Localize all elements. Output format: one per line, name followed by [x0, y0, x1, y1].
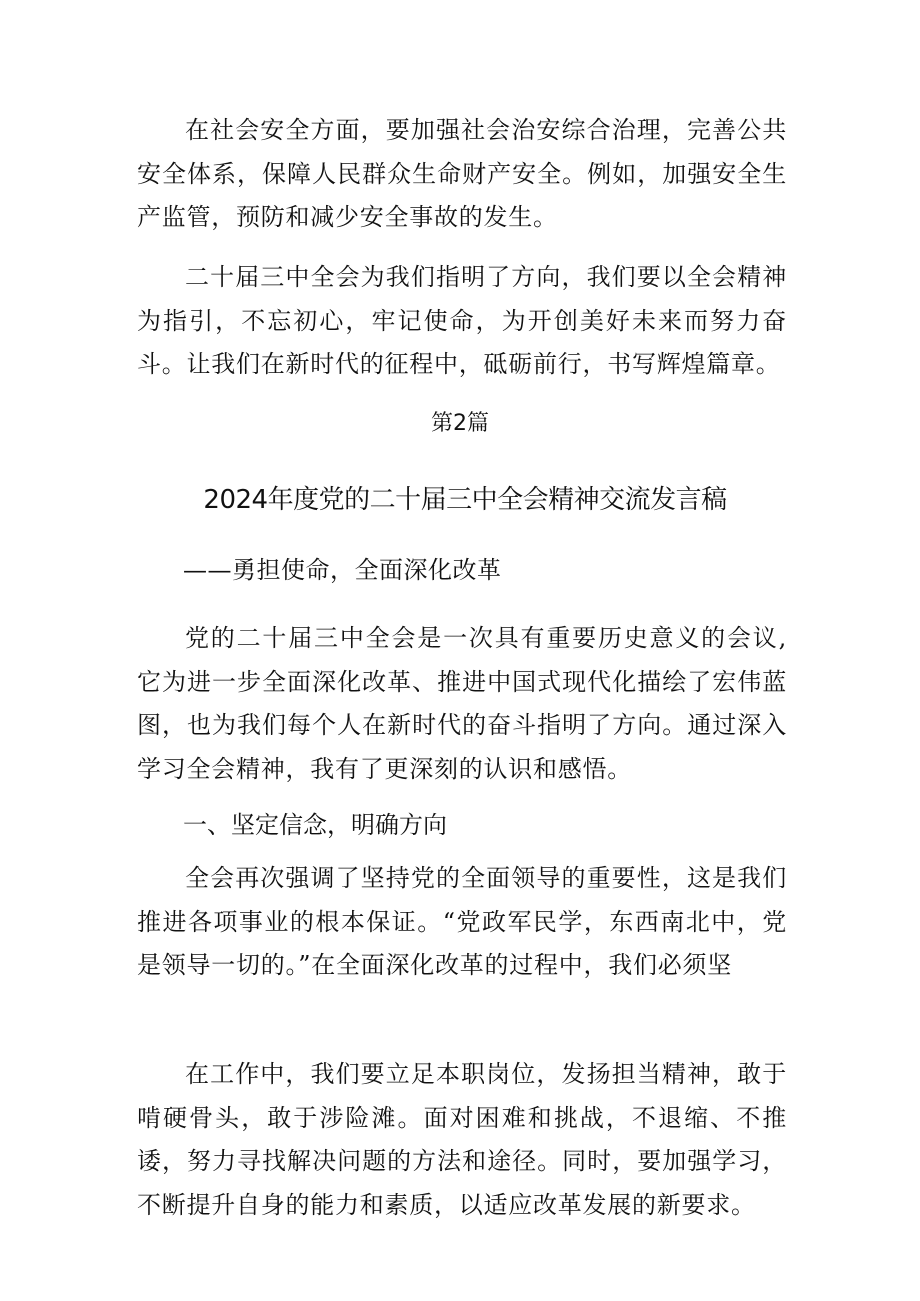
- paragraph-introduction: 党的二十届三中全会是一次具有重要历史意义的会议,它为进一步全面深化改革、推进中国式现代化描绘了宏伟蓝图，也为我们每个人在新时代的奋斗指明了方向。通过深入学习全会精神，我有了更深刻的认识和感悟。: [137, 624, 787, 783]
- chapter-label: 第2篇: [431, 411, 489, 436]
- speech-subtitle: ——勇担使命，全面深化改革: [183, 556, 502, 584]
- speech-title: 2024年度党的二十届三中全会精神交流发言稿: [203, 485, 727, 515]
- paragraph-work-responsibility: 在工作中，我们要立足本职岗位，发扬担当精神，敢于啃硬骨头，敢于涉险滩。面对困难和挑战，不退缩、不推诿，努力寻找解决问题的方法和途径。同时，要加强学习，不断提升自身的能力和素质，以适应改革发展的新要求。: [137, 1060, 787, 1219]
- paragraph-social-security: 在社会安全方面，要加强社会治安综合治理，完善公共安全体系，保障人民群众生命财产安全。例如，加强安全生产监管，预防和减少安全事故的发生。: [137, 116, 787, 231]
- paragraph-conclusion: 二十届三中全会为我们指明了方向，我们要以全会精神为指引，不忘初心，牢记使命，为开创美好未来而努力奋斗。让我们在新时代的征程中，砥砺前行，书写辉煌篇章。: [137, 263, 787, 378]
- paragraph-party-leadership: 全会再次强调了坚持党的全面领导的重要性，这是我们推进各项事业的根本保证。“党政军民学，东西南北中，党是领导一切的。”在全面深化改革的过程中，我们必须坚: [137, 864, 787, 979]
- section-heading-1: 一、坚定信念，明确方向: [183, 811, 447, 839]
